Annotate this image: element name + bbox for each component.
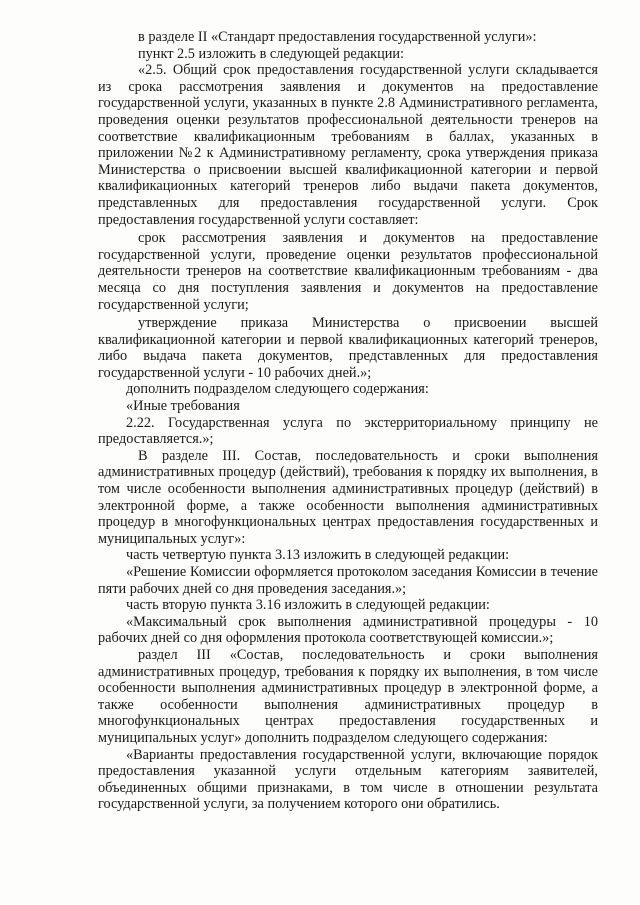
paragraph-item-2-22: 2.22. Государственная услуга по экстерриториальному принципу не предоставляется.»;	[98, 414, 598, 448]
paragraph-item-2-5-intro: пункт 2.5 изложить в следующей редакции:	[138, 45, 405, 62]
paragraph-review-term: срок рассмотрения заявления и документов на предоставление государственной услуги, проведение оценки результатов профессиональной деятельности тренеров на соответствие квалификационным требованиям - два месяца со дня поступления заявления и документов на предоставление государственной услуги;	[98, 230, 598, 313]
paragraph-item-3-13-text: «Решение Комиссии оформляется протоколом заседания Комиссии в течение пяти рабочих дней со дня проведения заседания.»;	[98, 564, 598, 597]
paragraph-item-3-16-text: «Максимальный срок выполнения административной процедуры - 10 рабочих дней со дня оформления протокола соответствующей комиссии.»;	[98, 613, 598, 647]
paragraph-section-iii-addition: раздел III «Состав, последовательность и сроки выполнения административных процедур, требования к порядку их выполнения, в том числе особенности выполнения административных процедур в электронной форме, а также особенности выполнения административных процедур в многофункциональных центрах предоставления государственных и муниципальных услуг» дополнить подразделом следующего содержания:	[98, 646, 598, 746]
paragraph-section-iii: В разделе III. Состав, последовательность и сроки выполнения административных процедур (действий), требования к порядку их выполнения, в том числе особенности выполнения административных процедур (действий) в электронной форме, а также особенности выполнения административных процедур в многофункциональных центрах предоставления государственных и муниципальных услуг»:	[98, 447, 598, 547]
paragraph-variants-title: «Варианты предоставления государственной услуги, включающие порядок предоставления указанной услуги отдельным категориям заявителей, объединенных общими признаками, в том числе в отношении результата государственной услуги, за получением которого они обратились.	[98, 746, 598, 813]
paragraph-item-3-16-intro: часть вторую пункта 3.16 изложить в следующей редакции:	[126, 597, 490, 614]
paragraph-approval-term: утверждение приказа Министерства о присвоении высшей квалификационной категории и первой квалификационных категорий тренеров, либо выдача пакета документов, представленных для предоставления государственной услуги - 10 рабочих дней.»;	[98, 315, 598, 381]
paragraph-other-requirements-title: «Иные требования	[126, 398, 240, 415]
paragraph-item-3-13-intro: часть четвертую пункта 3.13 изложить в следующей редакции:	[126, 547, 510, 564]
paragraph-section-ii-heading: в разделе II «Стандарт предоставления государственной услуги»:	[138, 29, 537, 45]
paragraph-add-subsection: дополнить подразделом следующего содержания:	[126, 381, 429, 398]
document-body	[98, 29, 598, 813]
paragraph-item-2-5-text: «2.5. Общий срок предоставления государственной услуги складывается из срока рассмотрения заявления и документов на предоставление государственной услуги, указанных в пункте 2.8 Административного регламента, проведения оценки результатов профессиональной деятельности тренеров на соответствие квалификационным требованиям в баллах, указанных в приложении №2 к Административному регламенту, срока утверждения приказа Министерства о присвоении высшей квалификационной категории и первой квалификационных категорий тренеров либо выдачи пакета документов, представленных для предоставления государственной услуги. Срок предоставления государственной услуги составляет:	[98, 62, 598, 228]
